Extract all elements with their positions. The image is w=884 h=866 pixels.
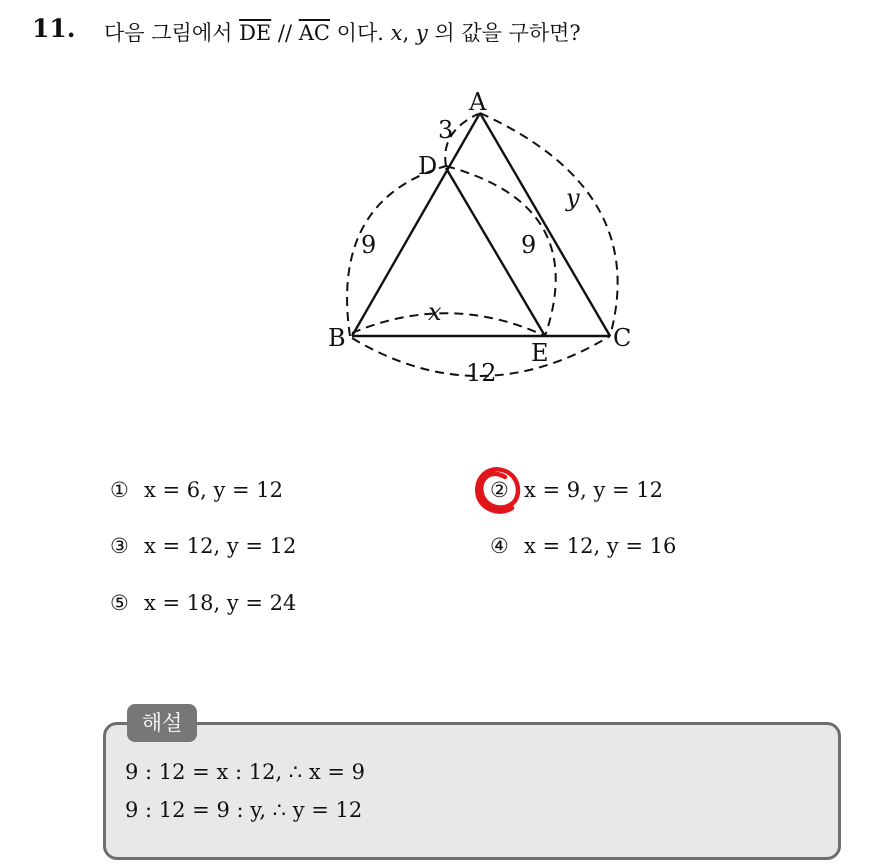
choice-5-text: x = 18, y = 24 [144, 591, 297, 615]
choice-4[interactable] [490, 534, 676, 558]
label-c: C [613, 324, 632, 352]
choice-4-text: x = 12, y = 16 [524, 534, 677, 558]
measure-bd: 9 [361, 231, 377, 259]
measure-de: 9 [521, 231, 537, 259]
choice-5[interactable] [110, 591, 296, 615]
variable-x: x [390, 21, 403, 45]
choice-2[interactable] [490, 478, 663, 502]
choice-5-number: ⑤ [110, 591, 129, 615]
solution-line-2: 9 : 12 = 9 : y, ∴ y = 12 [125, 798, 363, 822]
question-text-mid: 이다. [330, 21, 391, 45]
side-ab [352, 113, 480, 336]
arc-be [352, 313, 545, 336]
segment-de: $\overline{DE}$ [239, 21, 272, 45]
label-d: D [418, 152, 438, 180]
solution-line-1: 9 : 12 = x : 12, ∴ x = 9 [125, 760, 365, 784]
choice-2-text: x = 9, y = 12 [524, 478, 664, 502]
solution-tag: 해설 [127, 704, 197, 742]
measure-ac: y [566, 184, 580, 212]
choice-1[interactable] [110, 478, 283, 502]
label-e: E [531, 339, 549, 367]
choice-2-number: ② [490, 478, 509, 502]
segment-ac: $\overline{AC}$ [298, 21, 330, 45]
measure-bc: 12 [466, 359, 497, 387]
measure-be: x [428, 298, 442, 326]
comma: , [402, 21, 416, 45]
question-text-before: 다음 그림에서 [104, 21, 240, 45]
side-ac [480, 113, 610, 336]
solution-box [103, 722, 841, 860]
choice-1-text: x = 6, y = 12 [144, 478, 284, 502]
question-number: 11. [32, 14, 76, 43]
choice-3-text: x = 12, y = 12 [144, 534, 297, 558]
parallel-symbol: // [271, 21, 299, 45]
label-b: B [328, 324, 346, 352]
question-text-after: 의 값을 구하면? [427, 21, 581, 45]
measure-ad: 3 [438, 116, 454, 144]
choice-3[interactable] [110, 534, 296, 558]
choice-3-number: ③ [110, 534, 129, 558]
variable-y: y [415, 21, 428, 45]
arc-de [446, 166, 556, 336]
label-a: A [469, 88, 487, 116]
choice-4-number: ④ [490, 534, 509, 558]
choice-1-number: ① [110, 478, 129, 502]
